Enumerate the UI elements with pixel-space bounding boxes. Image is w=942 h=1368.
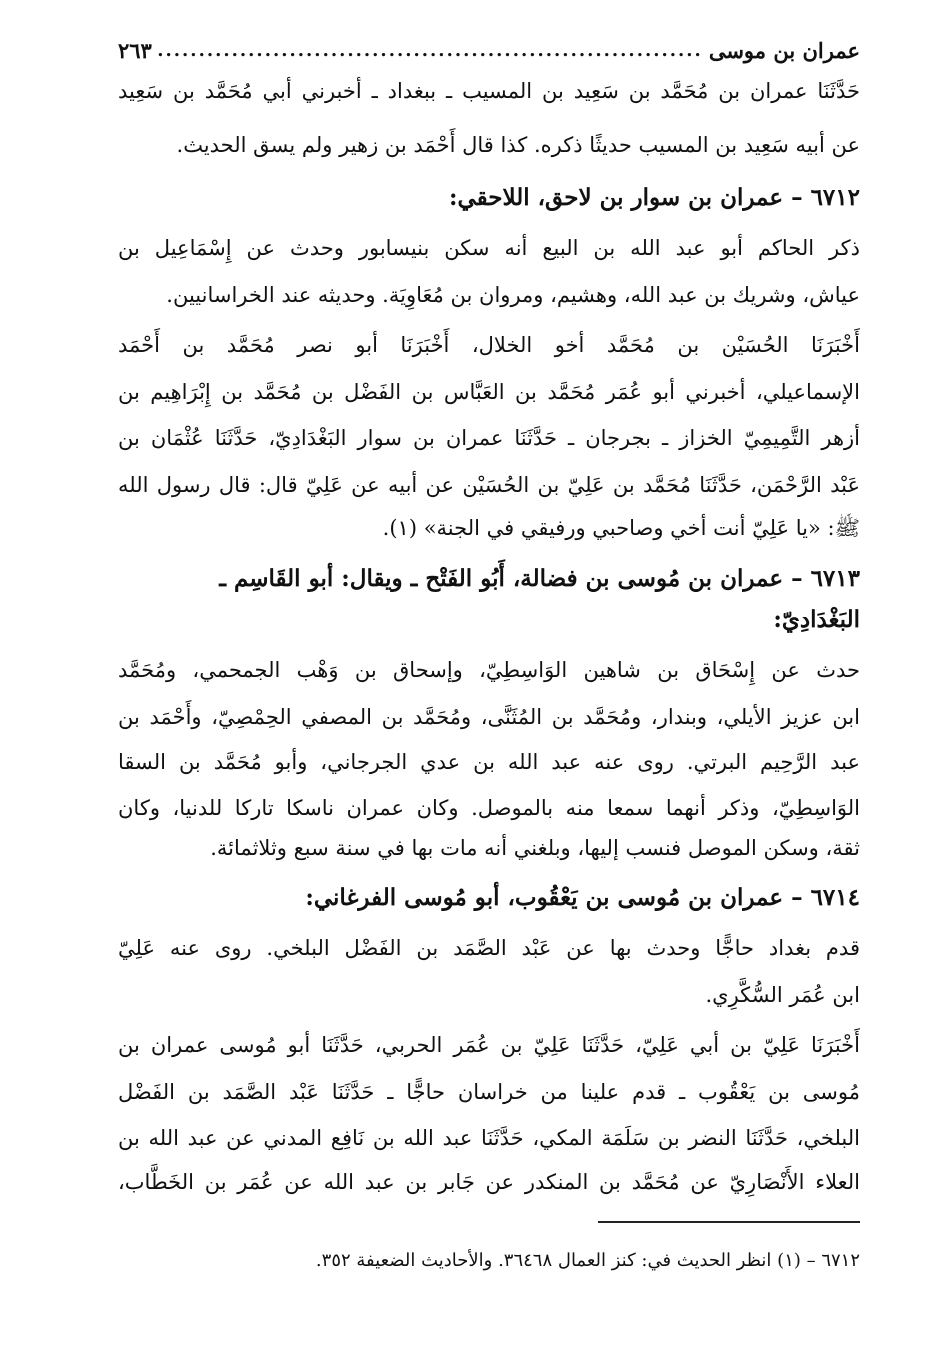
text-line: ابن عزيز الأيلي، وبندار، ومُحَمَّد بن المُثَنَّى، ومُحَمَّد بن المصفي الحِمْصِيّ، وأَحْمَد بن <box>118 705 860 729</box>
footnote: ٦٧١٢ – (١) انظر الحديث في: كنز العمال ٣٦٤٦٨. والأحاديث الضعيفة ٣٥٢. <box>315 1250 860 1271</box>
text-line: العلاء الأَنْصَارِيّ عن مُحَمَّد بن المنكدر عن جَابر بن عبد الله عن عُمَر بن الخَطَّاب، <box>118 1170 860 1194</box>
running-title: عمران بن موسى <box>708 37 860 63</box>
text-line: أَخْبَرَنَا الحُسَيْن بن مُحَمَّد أخو الخلال، أَخْبَرَنَا أبو نصر مُحَمَّد بن أَحْمَد <box>118 333 860 357</box>
text-line: البلخي، حَدَّثَنَا النضر بن سَلَمَة المكي، حَدَّثَنَا عبد الله بن نَافِع المدني عن عبد الله بن <box>118 1126 860 1150</box>
text-line: ذكر الحاكم أبو عبد الله بن البيع أنه سكن بنيسابور وحدث عن إِسْمَاعِيل بن <box>118 236 860 260</box>
text-line: حَدَّثَنَا عمران بن مُحَمَّد بن سَعِيد بن المسيب ـ ببغداد ـ أخبرني أبي مُحَمَّد بن سَعِيد <box>118 79 860 103</box>
entry-heading-6714: ٦٧١٤ – عمران بن مُوسى بن يَعْقُوب، أبو مُوسى الفرغاني: <box>305 884 860 911</box>
text-line: عبد الرَّحِيم البرتي. روى عنه عبد الله بن عدي الجرجاني، وأبو مُحَمَّد بن السقا <box>118 750 860 774</box>
text-line: ابن عُمَر السُّكَّرِي. <box>705 983 860 1007</box>
text-line: عَبْد الرَّحْمَن، حَدَّثَنَا مُحَمَّد بن عَلِيّ بن الحُسَيْن عن أبيه عن عَلِيّ قال: قال رسول الله <box>118 473 860 497</box>
entry-heading-6713-cont: البَغْدَادِيّ: <box>773 606 860 633</box>
text-line: أزهر التَّمِيمِيّ الخزاز ـ بجرجان ـ حَدَّثَنَا عمران بن سوار البَغْدَادِيّ، حَدَّثَنَا عُثْمَان بن <box>118 426 860 450</box>
text-line: الوَاسِطِيّ، وذكر أنهما سمعا منه بالموصل. وكان عمران ناسكا تاركا للدنيا، وكان <box>118 796 860 820</box>
text-line: قدم بغداد حاجًّا وحدث بها عن عَبْد الصَّمَد بن الفَضْل البلخي. روى عنه عَلِيّ <box>118 936 860 960</box>
text-line: ﷺ: «يا عَلِيّ أنت أخي وصاحبي ورفيقي في الجنة» (١). <box>382 516 860 540</box>
entry-heading-6712: ٦٧١٢ – عمران بن سوار بن لاحق، اللاحقي: <box>448 184 860 211</box>
text-line: الإسماعيلي، أخبرني أبو عُمَر مُحَمَّد بن العَبَّاس بن الفَضْل بن مُحَمَّد بن إِبْرَاهِيم بن <box>118 380 860 404</box>
running-header <box>118 32 860 68</box>
text-line: عن أبيه سَعِيد بن المسيب حديثًا ذكره. كذا قال أَحْمَد بن زهير ولم يسق الحديث. <box>176 133 860 157</box>
page-number: ٢٦٣ <box>118 37 152 63</box>
leader-dots <box>158 40 703 61</box>
text-line: عياش، وشريك بن عبد الله، وهشيم، ومروان بن مُعَاوِيَة. وحديثه عند الخراسانيين. <box>166 283 860 307</box>
footnote-divider <box>598 1221 860 1223</box>
text-line: مُوسى بن يَعْقُوب ـ قدم علينا من خراسان حاجًّا ـ حَدَّثَنَا عَبْد الصَّمَد بن الفَضْل <box>118 1080 860 1104</box>
text-line: ثقة، وسكن الموصل فنسب إليها، وبلغني أنه مات بها في سنة سبع وثلاثمائة. <box>210 836 860 860</box>
entry-heading-6713: ٦٧١٣ – عمران بن مُوسى بن فضالة، أَبُو الفَتْح ـ ويقال: أبو القَاسِم ـ <box>219 565 860 592</box>
text-line: أَخْبَرَنَا عَلِيّ بن أبي عَلِيّ، حَدَّثَنَا عَلِيّ بن عُمَر الحربي، حَدَّثَنَا أبو مُوسى عمران بن <box>118 1033 860 1057</box>
text-line: حدث عن إِسْحَاق بن شاهين الوَاسِطِيّ، وإسحاق بن وَهْب الجمحمي، ومُحَمَّد <box>118 658 860 682</box>
